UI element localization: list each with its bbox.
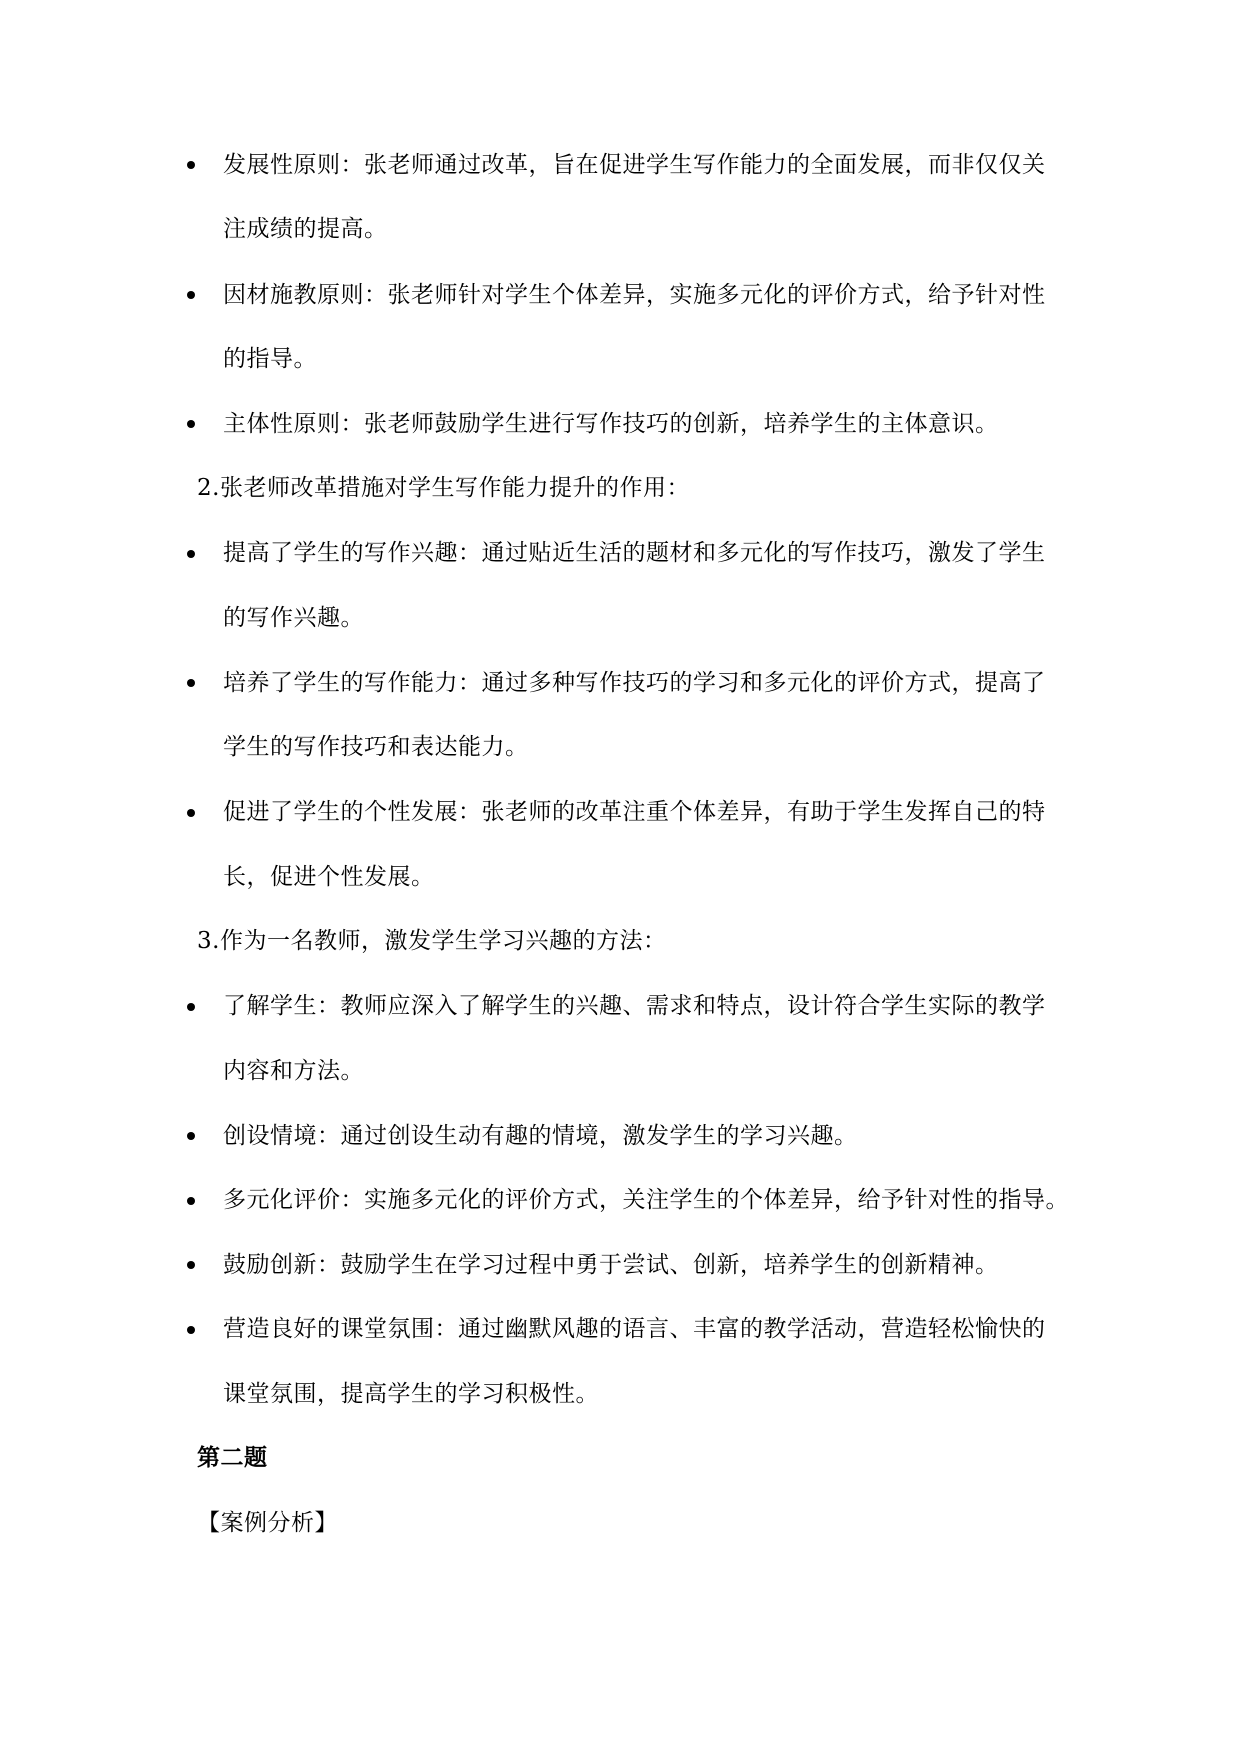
bullet-marker	[187, 550, 195, 558]
list-item-text: 鼓励创新：鼓励学生在学习过程中勇于尝试、创新，培养学生的创新精神。	[223, 1252, 999, 1278]
section-heading: 2.张老师改革措施对学生写作能力提升的作用：	[197, 475, 690, 501]
list-item-text-continued: 长，促进个性发展。	[223, 864, 435, 890]
list-item-text: 多元化评价：实施多元化的评价方式，关注学生的个体差异，给予针对性的指导。	[223, 1187, 1069, 1213]
list-item-text: 营造良好的课堂氛围：通过幽默风趣的语言、丰富的教学活动，营造轻松愉快的	[223, 1316, 1046, 1342]
list-item-text: 因材施教原则：张老师针对学生个体差异，实施多元化的评价方式，给予针对性	[223, 282, 1046, 308]
bullet-marker	[187, 679, 195, 687]
list-item-text-continued: 内容和方法。	[223, 1058, 364, 1084]
bullet-marker	[187, 1132, 195, 1140]
bullet-marker	[187, 1003, 195, 1011]
bullet-marker	[187, 1261, 195, 1269]
list-item-text-continued: 课堂氛围，提高学生的学习积极性。	[223, 1381, 599, 1407]
section-heading: 3.作为一名教师，激发学生学习兴趣的方法：	[197, 928, 667, 954]
bullet-marker	[187, 809, 195, 817]
list-item-text: 提高了学生的写作兴趣：通过贴近生活的题材和多元化的写作技巧，激发了学生	[223, 540, 1046, 566]
list-item-text-continued: 的指导。	[223, 346, 317, 372]
list-item-text: 主体性原则：张老师鼓励学生进行写作技巧的创新，培养学生的主体意识。	[223, 411, 999, 437]
bullet-marker	[187, 420, 195, 428]
list-item-text: 发展性原则：张老师通过改革，旨在促进学生写作能力的全面发展，而非仅仅关	[223, 152, 1046, 178]
list-item-text: 了解学生：教师应深入了解学生的兴趣、需求和特点，设计符合学生实际的教学	[223, 993, 1046, 1019]
list-item-text: 培养了学生的写作能力：通过多种写作技巧的学习和多元化的评价方式，提高了	[223, 670, 1046, 696]
bullet-marker	[187, 291, 195, 299]
list-item-text-continued: 注成绩的提高。	[223, 216, 388, 242]
list-item-text: 创设情境：通过创设生动有趣的情境，激发学生的学习兴趣。	[223, 1123, 858, 1149]
question-title: 第二题	[197, 1444, 268, 1471]
bullet-marker	[187, 1326, 195, 1334]
list-item-text-continued: 学生的写作技巧和表达能力。	[223, 734, 529, 760]
bullet-marker	[187, 161, 195, 169]
case-analysis-label: 【案例分析】	[197, 1510, 338, 1536]
list-item-text-continued: 的写作兴趣。	[223, 605, 364, 631]
list-item-text: 促进了学生的个性发展：张老师的改革注重个体差异，有助于学生发挥自己的特	[223, 799, 1046, 825]
bullet-marker	[187, 1197, 195, 1205]
